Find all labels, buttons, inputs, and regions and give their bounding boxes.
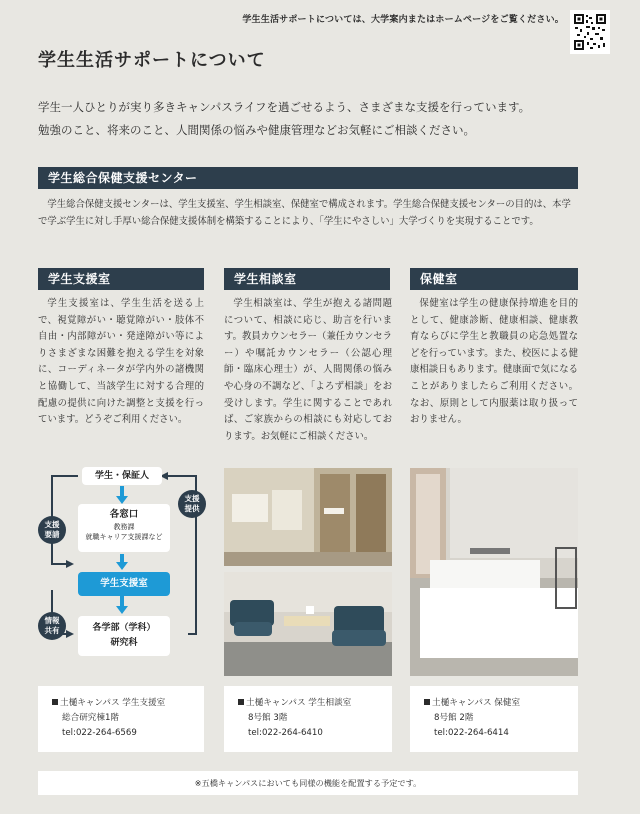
card-2-line1: 土樋キャンパス 学生相談室 xyxy=(246,698,352,708)
support-office-address-card xyxy=(38,686,204,752)
card-3-line1: 土樋キャンパス 保健室 xyxy=(432,698,521,708)
header-note: 学生生活サポートについては、大学案内またはホームページをご覧ください。 xyxy=(242,15,564,25)
intro-text xyxy=(38,96,598,142)
flow-window-title: 各窓口 xyxy=(109,509,139,520)
counseling-room-photo xyxy=(224,572,392,676)
health-office-text: 保健室は学生の健康保持増進を目的として、健康診断、健康相談、健康教育ならびに学生と教職員の応急処置などを行っています。また、校医による健康相談日もあります。健康面で気になることがありましたらご利用ください。なお、原則として内服薬は取り扱っておりません。 xyxy=(410,298,579,426)
intro-line-2: 勉強のこと、将来のこと、人間関係の悩みや健康管理などお気軽にご相談ください。 xyxy=(38,123,475,137)
support-flow-diagram xyxy=(38,464,206,674)
flow-support-provide-label: 支援提供 xyxy=(184,494,200,513)
flow-student-guardian: 学生・保証人 xyxy=(82,467,162,485)
qr-code-icon[interactable] xyxy=(570,10,610,54)
card-2-tel[interactable]: tel:022-264-6410 xyxy=(248,728,323,738)
footnote: ※五橋キャンパスにおいても同様の機能を配置する予定です。 xyxy=(38,771,578,795)
square-bullet-icon xyxy=(424,699,430,705)
flow-support-request-label: 支援要請 xyxy=(44,520,60,539)
intro-line-1: 学生一人ひとりが実り多きキャンパスライフを過ごせるよう、さまざまな支援を行っています。 xyxy=(38,100,531,114)
flow-info-share-label: 情報共有 xyxy=(44,616,60,635)
card-1-line2: 総合研究棟1階 xyxy=(62,713,120,723)
center-heading: 学生総合保健支援センター xyxy=(38,167,578,189)
card-3-line2: 8号館 2階 xyxy=(434,713,474,723)
counseling-office-heading: 学生相談室 xyxy=(224,268,390,290)
counseling-office-text: 学生相談室は、学生が抱える諸問題について、相談に応じ、助言を行います。教員カウンセラー（兼任カウンセラー）や嘱託カウンセラー（公認心理師・臨床心理士）が、人間関係の悩みや心身の不調など、「よろず相談」をお受けします。学生に関することであれば、ご家族からの相談にも対応しております。お気軽にご相談ください。 xyxy=(224,298,393,442)
health-room-photo xyxy=(410,468,578,676)
card-1-line1: 土樋キャンパス 学生支援室 xyxy=(60,698,166,708)
card-3-tel[interactable]: tel:022-264-6414 xyxy=(434,728,509,738)
card-2-line2: 8号館 3階 xyxy=(248,713,288,723)
flow-info-share xyxy=(38,612,66,640)
flow-dept-line2: 研究科 xyxy=(110,638,138,648)
flow-support-office: 学生支援室 xyxy=(78,572,170,596)
flow-support-provide xyxy=(178,490,206,518)
flow-window-sub1: 教務課 xyxy=(113,523,135,531)
page-title: 学生生活サポートについて xyxy=(38,50,266,71)
flow-departments xyxy=(78,616,170,656)
card-1-tel[interactable]: tel:022-264-6569 xyxy=(62,728,137,738)
health-office-heading: 保健室 xyxy=(410,268,578,290)
flow-support-request xyxy=(38,516,66,544)
counseling-office-address-card xyxy=(224,686,392,752)
square-bullet-icon xyxy=(52,699,58,705)
health-office-address-card xyxy=(410,686,578,752)
counseling-hallway-photo xyxy=(224,468,392,566)
support-office-heading: 学生支援室 xyxy=(38,268,204,290)
flow-dept-line1: 各学部（学科） xyxy=(92,623,156,633)
flow-window xyxy=(78,504,170,552)
support-office-text: 学生支援室は、学生生活を送る上で、視覚障がい・聴覚障がい・肢体不自由・内部障がい・発達障がい等によりさまざまな困難を抱える学生を対象に、コーディネータが学内外の諸機関と協働して、当該学生に対する合理的配慮の提供に向けた調整と支援を行っています。どうぞご利用ください。 xyxy=(38,298,204,426)
flow-window-sub2: 就職キャリア支援課など xyxy=(85,533,163,541)
square-bullet-icon xyxy=(238,699,244,705)
center-description: 学生総合保健支援センターは、学生支援室、学生相談室、保健室で構成されます。学生総合保健支援センターの目的は、本学で学ぶ学生に対し手厚い総合保健支援体制を構築することにより、「学生にやさしい」大学づくりを実現することです。 xyxy=(38,199,571,227)
